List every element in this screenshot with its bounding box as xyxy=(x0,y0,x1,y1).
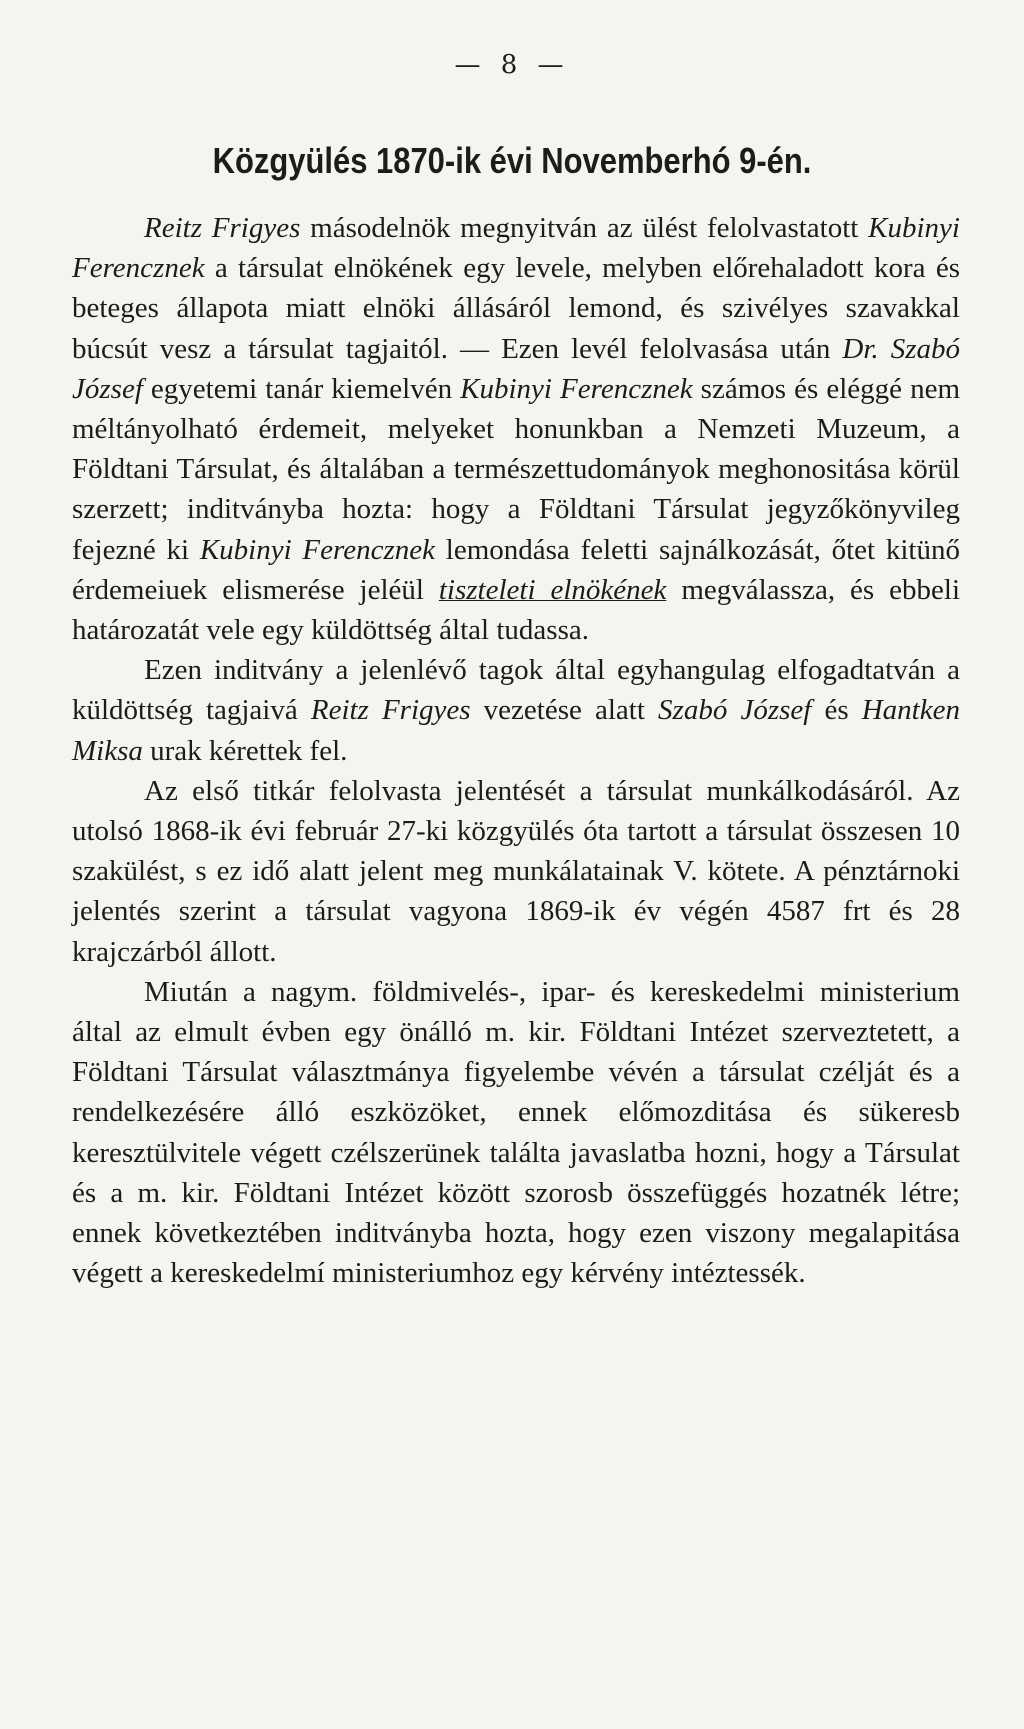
paragraph-3: Az első titkár felolvasta jelentését a társulat munkálkodásáról. Az utolsó 1868-ik évi február 27-ki közgyülés óta tartott a társulat összesen 10 szakülést, s ez idő alatt jelent meg munkálatainak V. kötete. A pénztárnoki jelentés szerint a társulat vagyona 1869-ik év végén 4587 frt és 28 krajczárból állott. xyxy=(72,774,960,968)
paragraph-1: Reitz Frigyes másodelnök megnyitván az ülést felolvastatott Kubinyi Ferencznek a társulat elnökének egy levele, melyben előrehaladott kora és beteges állapota miatt elnöki állásáról lemond, és szivélyes szavakkal búcsút vesz a társulat tagjaitól. — Ezen levél felolvasása után Dr. Szabó József egyetemi tanár kiemelvén Kubinyi Ferencznek számos és eléggé nem méltányolható érdemeit, melyeket honunkban a Nemzeti Muzeum, a Földtani Társulat, és általában a természettudományok meghonositása körül szerzett; inditványba hozta: hogy a Földtani Társulat jegyzőkönyvileg fejezné ki Kubinyi Ferencznek lemondása feletti sajnálkozását, őtet kitünő érdemeiuek elismerése jeléül tiszteleti elnökének megválassza, és ebbeli határozatát vele egy küldöttség által tudassa. xyxy=(72,212,961,647)
name-szabo-jozsef: Dr. Szabó József xyxy=(72,332,960,405)
name-hantken-miksa: Hantken Miksa xyxy=(72,694,960,767)
name-kubinyi-ferencznek: Kubinyi Ferencznek xyxy=(199,533,435,566)
paragraph-4: Miután a nagym. földmivelés-, ipar- és kereskedelmi ministerium által az elmult évben egy önálló m. kir. Földtani Intézet szerveztetett, a Földtani Társulat választmánya figyelembe vévén a társulat czélját és a rendelkezésére álló eszközöket, ennek előmozditása és sükeresb keresztülvitele végett czélszerünek találta javaslatba hozni, hogy a Társulat és a m. kir. Földtani Intézet között szorosb összefüggés hozatnék létre; ennek következtében inditványba hozta, hogy ezen viszony megalapitása végett a kereskedelmí ministeriumhoz egy kérvény intéztessék. xyxy=(72,975,960,1290)
paragraph-2: Ezen inditvány a jelenlévő tagok által egyhangulag elfogadtatván a küldöttség tagjaivá Reitz Frigyes vezetése alatt Szabó József és Hantken Miksa urak kérettek fel. xyxy=(72,654,960,767)
name-kubinyi-ferencznek: Kubinyi Ferencznek xyxy=(460,372,693,405)
name-reitz-frigyes: Reitz Frigyes xyxy=(310,694,471,727)
honorary-president-phrase: tiszteleti elnökének xyxy=(438,573,667,606)
name-szabo-jozsef: Szabó József xyxy=(658,694,812,727)
name-reitz-frigyes: Reitz Frigyes xyxy=(144,212,301,244)
body-text xyxy=(72,208,960,1293)
page-number: — 8 — xyxy=(454,50,570,80)
name-kubinyi-ferencznek: Kubinyi Ferencznek xyxy=(72,212,960,285)
section-heading: Közgyülés 1870-ik évi Novemberhó 9-én. xyxy=(212,140,812,181)
